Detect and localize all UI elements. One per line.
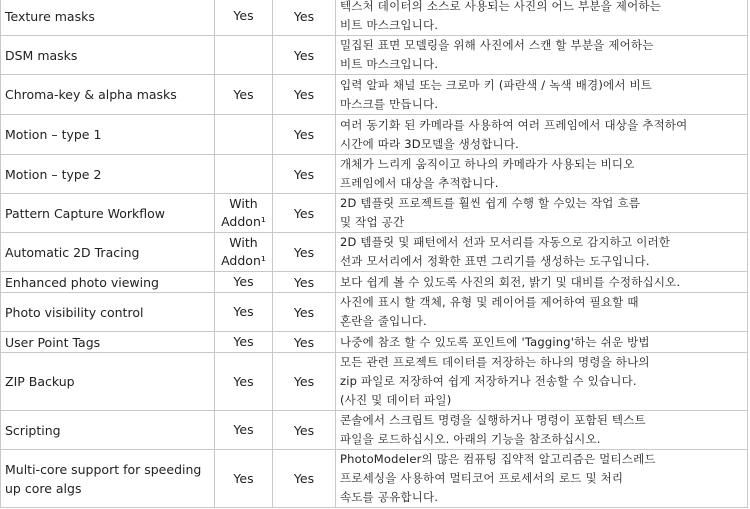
table-row (1, 194, 748, 233)
feature-table-body (1, 0, 748, 508)
description-line: 2D 템플릿 프로젝트를 훨씬 쉽게 수행 할 수있는 작업 흐름 (340, 196, 641, 210)
description-line: 파일을 로드하십시오. 아래의 기능을 참조하십시오. (340, 432, 601, 446)
table-row (1, 36, 748, 75)
description-line: 2D 템플릿 및 패턴에서 선과 모서리를 자동으로 감지하고 이러한 (340, 235, 671, 249)
description-line: 속도를 공유합니다. (340, 490, 439, 504)
support-column-2: Yes (273, 75, 336, 115)
support-value: Yes (233, 8, 254, 23)
feature-description (336, 0, 748, 36)
feature-name: User Point Tags (1, 332, 215, 353)
feature-description (336, 233, 748, 272)
support-column-1 (215, 75, 273, 115)
support-column-2: Yes (273, 0, 336, 36)
description-line: 보다 쉽게 볼 수 있도록 사진의 회전, 밝기 및 대비를 수정하십시오. (340, 274, 681, 289)
description-line: 프로세싱을 사용하여 멀티코어 프로세서의 로드 및 처리 (340, 471, 624, 485)
description-line: 및 작업 공간 (340, 215, 405, 229)
description-line: 나중에 참조 할 수 있도록 포인트에 'Tagging'하는 쉬운 방법 (340, 334, 650, 349)
feature-description (336, 353, 748, 411)
description-line: 입력 알파 채널 또는 크로마 키 (파란색 / 녹색 배경)에서 비트 (340, 77, 653, 92)
support-value: With (229, 196, 258, 211)
support-value: Yes (233, 86, 254, 102)
description-line: 비트 마스크입니다. (340, 18, 439, 32)
support-value: With (229, 235, 258, 250)
feature-name: Automatic 2D Tracing (1, 233, 215, 272)
support-column-2: Yes (273, 272, 336, 293)
feature-name: Enhanced photo viewing (1, 272, 215, 293)
table-row (1, 450, 748, 508)
description-line: 시간에 따라 3D모델을 생성합니다. (340, 136, 520, 151)
support-column-1 (215, 411, 273, 450)
support-column-1 (215, 293, 273, 332)
support-value: Yes (233, 373, 254, 389)
support-column-2: Yes (273, 36, 336, 75)
table-row (1, 0, 748, 36)
table-row (1, 155, 748, 194)
support-column-2: Yes (273, 233, 336, 272)
feature-name: Photo visibility control (1, 293, 215, 332)
description-line: 비트 마스크입니다. (340, 57, 439, 71)
table-row (1, 75, 748, 115)
support-column-1 (215, 194, 273, 233)
support-column-2: Yes (273, 411, 336, 450)
description-line: 여러 동기화 된 카메라를 사용하여 여러 프레임에서 대상을 추적하여 (340, 117, 688, 132)
support-column-1 (215, 115, 273, 155)
description-line: 혼란을 줄입니다. (340, 314, 427, 328)
table-row (1, 115, 748, 155)
table-row (1, 411, 748, 450)
support-column-1 (215, 233, 273, 272)
table-row (1, 293, 748, 332)
support-value: Yes (233, 274, 254, 289)
support-column-2: Yes (273, 194, 336, 233)
support-value: Yes (233, 334, 254, 349)
support-column-1 (215, 450, 273, 508)
feature-description (336, 272, 748, 293)
support-value: Addon¹ (221, 214, 266, 229)
feature-description (336, 115, 748, 155)
feature-name: Motion – type 1 (1, 115, 215, 155)
support-column-1 (215, 0, 273, 36)
feature-name: Chroma-key & alpha masks (1, 75, 215, 115)
support-column-2: Yes (273, 155, 336, 194)
feature-name: Multi-core support for speeding up core algs (1, 450, 215, 508)
feature-description (336, 36, 748, 75)
feature-name: DSM masks (1, 36, 215, 75)
support-value: Yes (233, 470, 254, 486)
description-line: 프레임에서 대상을 추적합니다. (340, 176, 499, 190)
description-line: 콘솔에서 스크립트 명령을 실행하거나 명령이 포함된 텍스트 (340, 413, 646, 427)
feature-description (336, 332, 748, 353)
support-column-2: Yes (273, 450, 336, 508)
support-column-2: Yes (273, 353, 336, 411)
support-column-1 (215, 155, 273, 194)
feature-description (336, 450, 748, 508)
support-value: Yes (233, 422, 254, 437)
description-line: 모든 관련 프로젝트 데이터를 저장하는 하나의 명령을 하나의 (340, 355, 650, 369)
table-row (1, 233, 748, 272)
description-line: (사진 및 데이터 파일) (340, 393, 452, 407)
support-column-1 (215, 272, 273, 293)
description-line: 마스크를 만듭니다. (340, 96, 439, 111)
support-column-1 (215, 332, 273, 353)
description-line: PhotoModeler의 많은 컴퓨팅 집약적 알고리즘은 멀티스레드 (340, 452, 656, 466)
feature-name: Pattern Capture Workflow (1, 194, 215, 233)
feature-name: Motion – type 2 (1, 155, 215, 194)
table-row (1, 353, 748, 411)
feature-description (336, 293, 748, 332)
description-line: 밀집된 표면 모델링을 위해 사진에서 스캔 할 부분을 제어하는 (340, 38, 654, 52)
feature-name: Texture masks (1, 0, 215, 36)
support-value: Addon¹ (221, 253, 266, 268)
support-column-2: Yes (273, 293, 336, 332)
feature-description (336, 155, 748, 194)
support-column-1 (215, 36, 273, 75)
support-column-1 (215, 353, 273, 411)
feature-description (336, 194, 748, 233)
description-line: 개체가 느리게 움직이고 하나의 카메라가 사용되는 비디오 (340, 157, 635, 171)
support-value: Yes (233, 304, 254, 319)
description-line: 텍스처 데이터의 소스로 사용되는 사진의 어느 부분을 제어하는 (340, 0, 662, 13)
description-line: 선과 모서리에서 정확한 표면 그리기를 생성하는 도구입니다. (340, 254, 650, 268)
table-row (1, 272, 748, 293)
support-column-2: Yes (273, 332, 336, 353)
table-row (1, 332, 748, 353)
feature-description (336, 75, 748, 115)
feature-name: Scripting (1, 411, 215, 450)
feature-name: ZIP Backup (1, 353, 215, 411)
feature-description (336, 411, 748, 450)
description-line: zip 파일로 저장하여 쉽게 저장하거나 전송할 수 있습니다. (340, 374, 637, 388)
description-line: 사진에 표시 할 객체, 유형 및 레이어를 제어하여 필요할 때 (340, 295, 639, 309)
support-column-2: Yes (273, 115, 336, 155)
